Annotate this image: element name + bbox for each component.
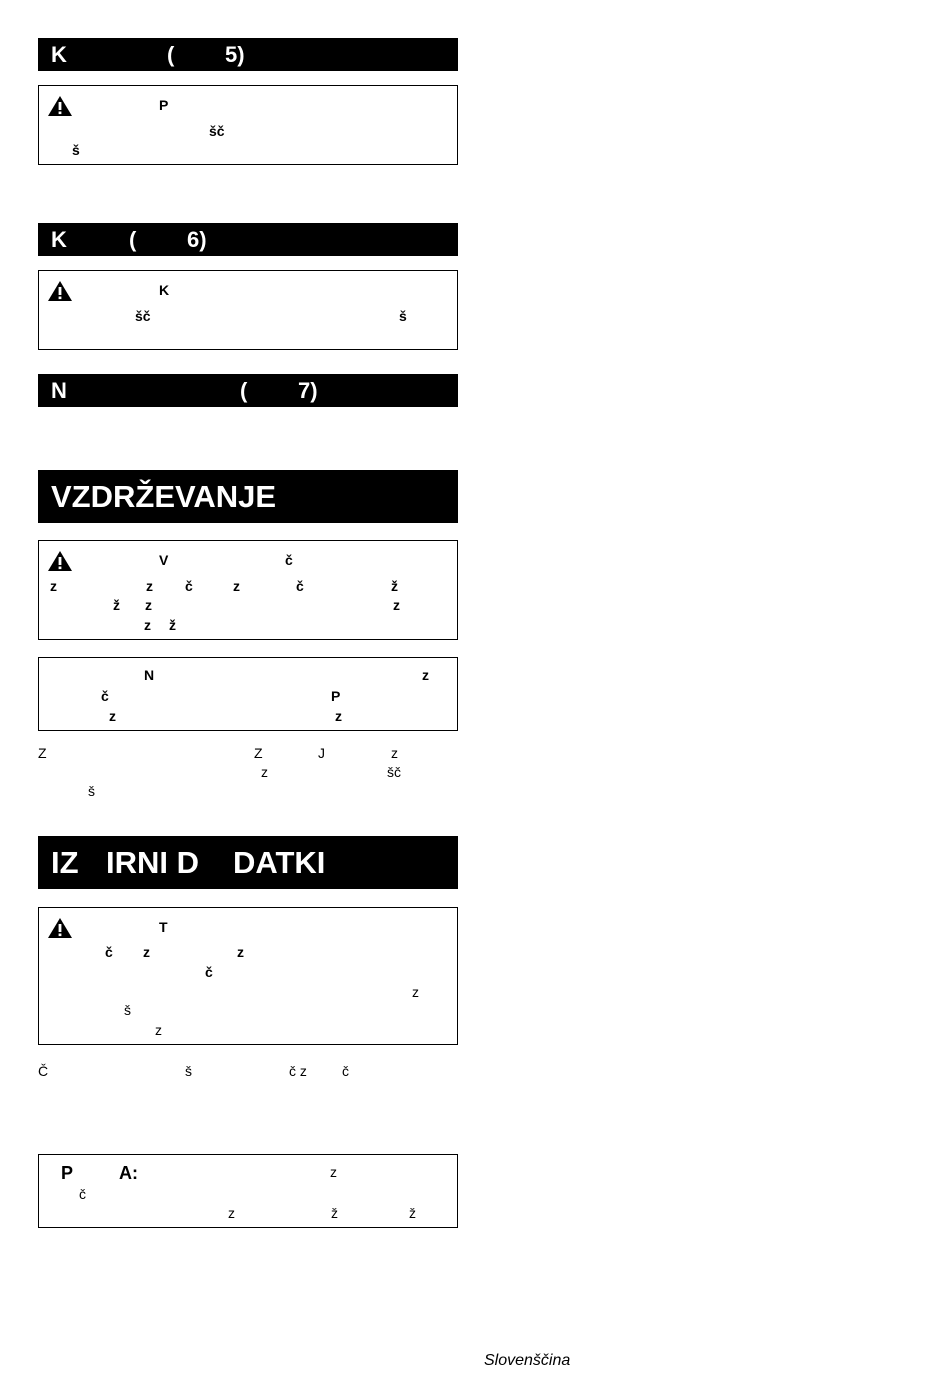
warning-text: V: [159, 552, 169, 568]
body-text: Z: [254, 745, 263, 761]
heading-fragment: 5): [225, 42, 245, 67]
body-text: š: [88, 783, 95, 799]
section-heading-bar: [38, 223, 458, 256]
warning-text: z: [233, 578, 240, 594]
heading-fragment: (: [129, 227, 137, 252]
notice-text: z: [109, 708, 116, 724]
heading-fragment: K: [51, 227, 67, 252]
section-heading-bar: [38, 374, 458, 407]
warning-text: z: [145, 597, 152, 613]
warning-text: š: [124, 1002, 131, 1018]
heading-fragment: (: [240, 378, 248, 403]
body-text: č: [342, 1063, 349, 1079]
body-text: šč: [387, 764, 401, 780]
notice-box: [38, 657, 458, 731]
warning-text: z: [50, 578, 57, 594]
specs-heading-bar: [38, 836, 458, 889]
heading-fragment: 7): [298, 378, 318, 403]
warning-box: [38, 270, 458, 350]
warning-text: šč: [209, 123, 225, 139]
warning-box: [38, 85, 458, 165]
note-label: A:: [119, 1163, 138, 1183]
warning-text: K: [159, 282, 170, 298]
warning-text: z: [393, 597, 400, 613]
warning-text: z: [237, 944, 244, 960]
maintenance-heading-bar: [38, 470, 458, 523]
body-text: Č: [38, 1063, 49, 1079]
heading-fragment: IRNI D: [106, 845, 199, 880]
warning-text: z: [146, 578, 153, 594]
heading-fragment: 6): [187, 227, 207, 252]
note-text: ž: [331, 1205, 338, 1221]
heading-fragment: N: [51, 378, 67, 403]
warning-text: č: [285, 552, 293, 568]
note-box: [38, 1154, 458, 1228]
body-text: č z: [289, 1063, 307, 1079]
warning-text: z: [412, 984, 419, 1000]
body-text: z: [261, 764, 268, 780]
note-text: č: [79, 1186, 86, 1202]
warning-text: š: [72, 142, 80, 158]
warning-text: ž: [169, 617, 176, 633]
warning-text: č: [105, 944, 113, 960]
warning-text: š: [399, 308, 407, 324]
notice-text: P: [331, 688, 341, 704]
notice-text: z: [335, 708, 342, 724]
warning-text: P: [159, 97, 169, 113]
warning-text: č: [185, 578, 193, 594]
warning-text: šč: [135, 308, 151, 324]
notice-text: z: [422, 667, 429, 683]
warning-box: [38, 907, 458, 1045]
body-text: š: [185, 1063, 192, 1079]
warning-text: T: [159, 919, 168, 935]
warning-triangle-icon: [47, 550, 73, 572]
note-text: z: [228, 1205, 235, 1221]
body-text: J: [318, 745, 325, 761]
warning-triangle-icon: [47, 95, 73, 117]
note-text: ž: [409, 1205, 416, 1221]
warning-text: z: [144, 617, 151, 633]
warning-text: č: [296, 578, 304, 594]
notice-text: č: [101, 688, 109, 704]
warning-text: z: [155, 1022, 162, 1038]
warning-triangle-icon: [47, 280, 73, 302]
heading-fragment: K: [51, 42, 67, 67]
heading-fragment: IZ: [51, 845, 79, 880]
note-label: P: [61, 1163, 74, 1183]
footer-language: Slovenščina: [484, 1352, 571, 1369]
section-heading-bar: [38, 38, 458, 71]
note-text: z: [330, 1164, 337, 1180]
warning-text: z: [143, 944, 150, 960]
warning-text: č: [205, 964, 213, 980]
body-text: Z: [38, 745, 47, 761]
heading-fragment: (: [167, 42, 175, 67]
warning-text: ž: [391, 578, 398, 594]
warning-text: ž: [113, 597, 120, 613]
maintenance-heading: VZDRŽEVANJE: [51, 479, 277, 514]
heading-fragment: DATKI: [233, 845, 326, 880]
warning-box: [38, 540, 458, 640]
warning-triangle-icon: [47, 917, 73, 939]
body-text: z: [391, 745, 398, 761]
notice-text: N: [144, 667, 155, 683]
